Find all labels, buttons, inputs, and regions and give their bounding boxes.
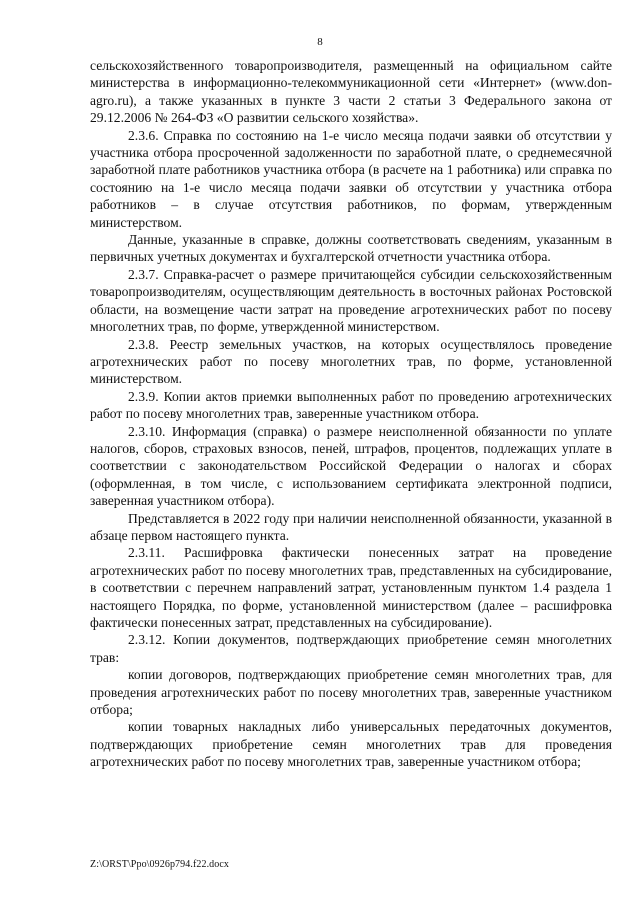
footer-file-path: Z:\ORST\Ppo\0926p794.f22.docx bbox=[90, 859, 230, 870]
paragraph-2-3-8: 2.3.8. Реестр земельных участков, на которых осуществлялось проведение агротехнических работ по посеву многолетних трав, по форме, установленной министерством. bbox=[90, 336, 612, 387]
paragraph-2-3-7: 2.3.7. Справка-расчет о размере причитающейся субсидии сельскохозяйственным товаропроизводителям, осуществляющим деятельность в восточных районах Ростовской области, на возмещение части затрат на проведение агротехнических работ по посеву многолетних трав, по форме, утвержденной министерством. bbox=[90, 266, 612, 335]
paragraph-2-3-11: 2.3.11. Расшифровка фактически понесенных затрат на проведение агротехнических работ по посеву многолетних трав, представленных на субсидирование, в соответствии с перечнем направлений затрат, установленным пунктом 1.4 раздела 1 настоящего Порядка, по форме, установленной министерством (далее – расшифровка фактически понесенных затрат, представленных на субсидирование). bbox=[90, 545, 612, 630]
paragraph-2022-note: Представляется в 2022 году при наличии неисполненной обязанности, указанной в абзаце первом настоящего пункта. bbox=[90, 510, 612, 543]
paragraph-2-3-12: 2.3.12. Копии документов, подтверждающих приобретение семян многолетних трав: bbox=[90, 632, 612, 665]
paragraph-2-3-10: 2.3.10. Информация (справка) о размере неисполненной обязанности по уплате налогов, сборов, страховых взносов, пеней, штрафов, процентов, подлежащих уплате в соответствии с законодательством Российской Федерации о налогах и сборах (оформленная, в том числе, с использованием сертификата электронной подписи, заверенная участником отбора). bbox=[90, 423, 612, 509]
paragraph-2-3-6: 2.3.6. Справка по состоянию на 1-е число месяца подачи заявки об отсутствии у участника отбора просроченной задолженности по заработной плате, о среднемесячной заработной плате работников участника отбора (в расчете на 1 работника) или справка по состоянию на 1-е число месяца подачи заявки об отсутствии у участника отбора работников – в случае отсутствия работников, по формам, утвержденным министерством. bbox=[90, 127, 612, 230]
paragraph-contracts-copies: копии договоров, подтверждающих приобретение семян многолетних трав, для проведения агротехнических работ по посеву многолетних трав, заверенные участником отбора; bbox=[90, 667, 612, 718]
document-body bbox=[90, 57, 612, 771]
paragraph-continuation: сельскохозяйственного товаропроизводителя, размещенный на официальном сайте министерства в информационно-телекоммуникационной сети «Интернет» (www.don-agro.ru), а также указанных в пункте 3 части 2 статьи 3 Федерального закона от 29.12.2006 № 264-ФЗ «О развитии сельского хозяйства». bbox=[90, 58, 612, 126]
paragraph-invoices-copies: копии товарных накладных либо универсальных передаточных документов, подтверждающих приобретение семян многолетних трав для проведения агротехнических работ по посеву многолетних трав, заверенные участником отбора; bbox=[90, 719, 612, 770]
paragraph-certificate-data: Данные, указанные в справке, должны соответствовать сведениям, указанным в первичных учетных документах и бухгалтерской отчетности участника отбора. bbox=[90, 232, 612, 265]
paragraph-2-3-9: 2.3.9. Копии актов приемки выполненных работ по проведению агротехнических работ по посеву многолетних трав, заверенные участником отбора. bbox=[90, 388, 612, 422]
page-number: 8 bbox=[317, 36, 323, 48]
